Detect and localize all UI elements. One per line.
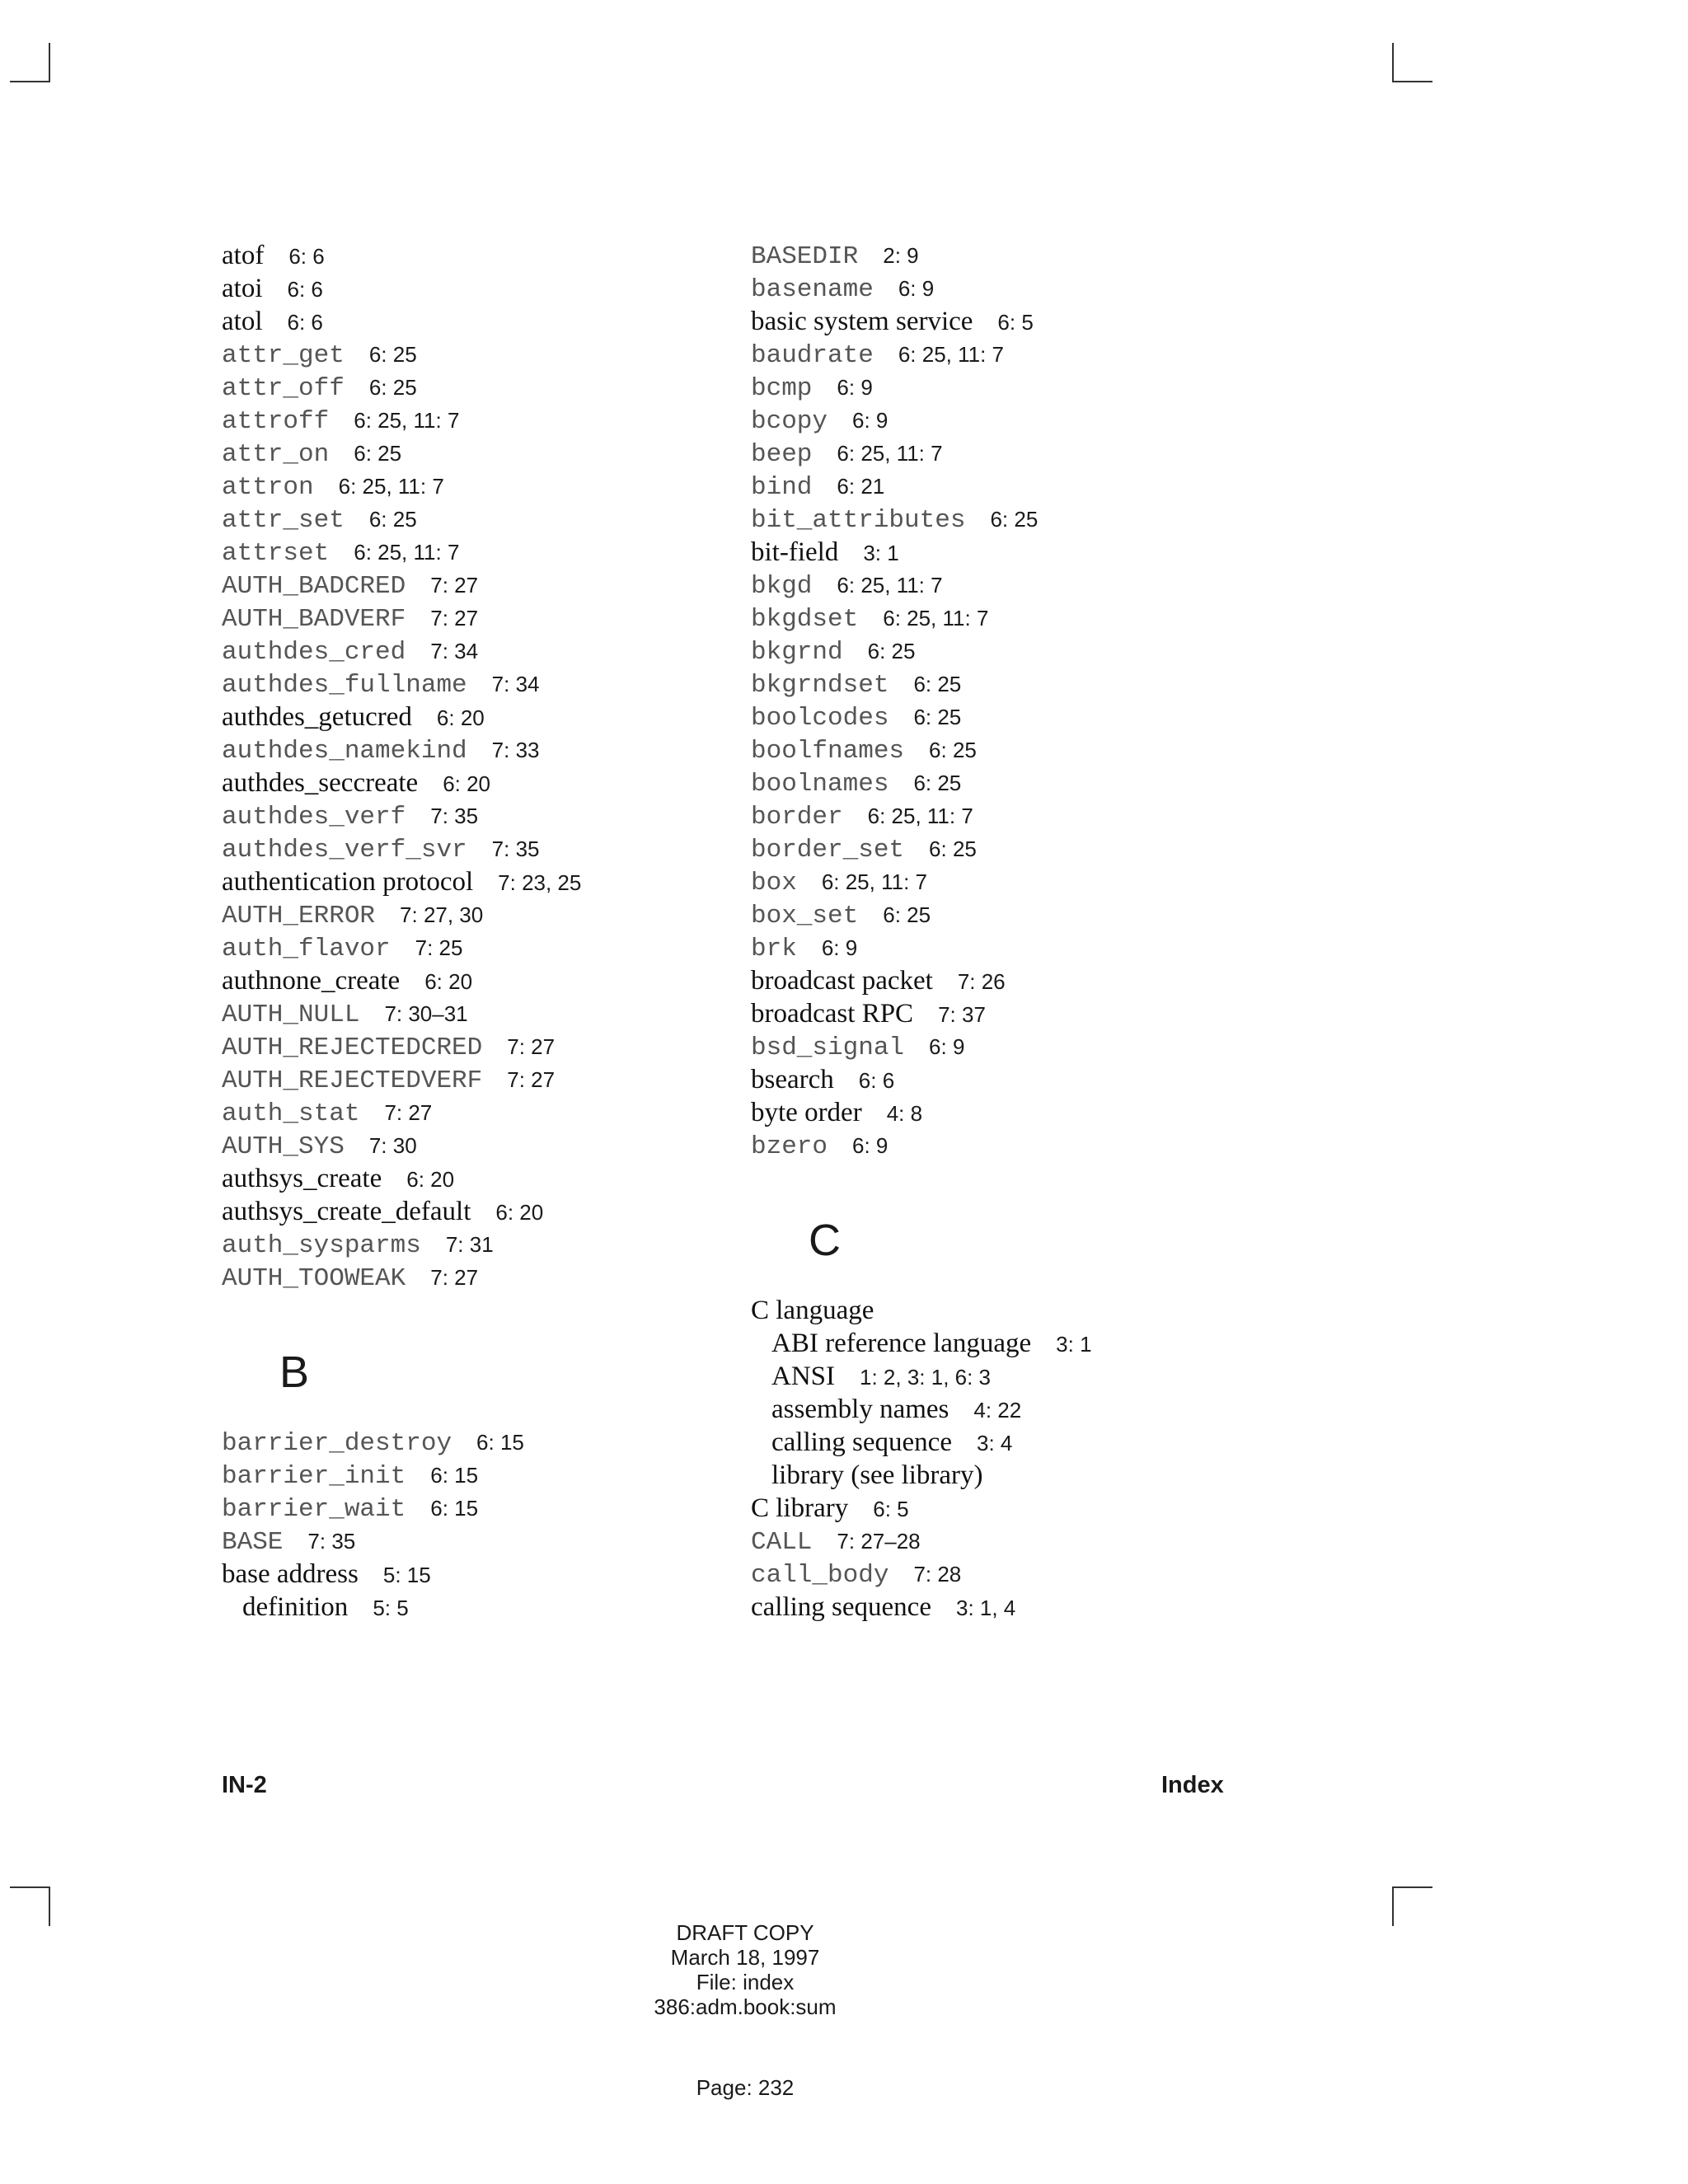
- index-term: BASEDIR: [751, 242, 859, 271]
- index-column-left: [222, 239, 733, 1624]
- draft-line-4: 386:adm.book:sum: [654, 1994, 837, 2019]
- page-reference: 6: 9: [837, 375, 873, 400]
- index-term: atof: [222, 241, 265, 270]
- index-term: authdes_namekind: [222, 737, 467, 766]
- index-term: base address: [222, 1559, 359, 1589]
- page-reference: 7: 31: [445, 1232, 494, 1257]
- page-reference: 6: 20: [443, 771, 491, 796]
- index-term: byte order: [751, 1098, 862, 1127]
- page-reference: 6: 20: [495, 1200, 544, 1225]
- page-reference: 6: 15: [430, 1463, 479, 1488]
- index-entry: [751, 931, 1377, 964]
- index-entry: [751, 536, 1377, 569]
- page-id: IN-2: [222, 1772, 267, 1798]
- index-entry: [751, 832, 1377, 865]
- crop-mark-top-left-h: [10, 81, 50, 82]
- index-term: attr_on: [222, 440, 330, 469]
- index-term: authdes_getucred: [222, 702, 412, 732]
- page-reference: 6: 25, 11: 7: [354, 540, 460, 565]
- index-entry: [751, 404, 1377, 437]
- draft-line-2: March 18, 1997: [670, 1945, 820, 1970]
- index-entry: [751, 371, 1377, 404]
- index-entry: [751, 1063, 1377, 1096]
- index-term: authdes_verf_svr: [222, 836, 467, 865]
- index-entry: [222, 997, 733, 1030]
- index-entry: [751, 997, 1377, 1030]
- index-entry: [222, 1591, 733, 1624]
- index-entry: [222, 733, 733, 766]
- index-entry: [222, 1492, 733, 1525]
- section-name: Index: [1161, 1772, 1224, 1798]
- section-letter-b: B: [279, 1347, 310, 1397]
- index-term: AUTH_BADVERF: [222, 605, 406, 634]
- index-term: authnone_create: [222, 966, 401, 996]
- index-entry: [751, 1426, 1377, 1459]
- index-entry: [751, 1492, 1377, 1525]
- section-letter-c: C: [809, 1216, 841, 1265]
- page-reference: 6: 25: [883, 902, 931, 927]
- index-term: atol: [222, 307, 263, 336]
- page-reference: 6: 25, 11: 7: [837, 441, 943, 466]
- index-entry: [222, 404, 733, 437]
- index-entry: [751, 1591, 1377, 1624]
- index-term: C library: [751, 1493, 849, 1523]
- index-term: assembly names: [771, 1394, 950, 1424]
- draft-line-3: File: index: [696, 1970, 795, 1994]
- page-reference: 6: 5: [997, 310, 1034, 335]
- index-term: auth_flavor: [222, 935, 391, 963]
- index-term: box: [751, 869, 797, 898]
- page-reference: 7: 27: [507, 1067, 556, 1092]
- index-term: library (see library): [771, 1460, 983, 1490]
- index-term: attrset: [222, 539, 330, 568]
- page-reference: 6: 25, 11: 7: [883, 606, 989, 630]
- index-entry: [222, 1459, 733, 1492]
- index-term: AUTH_ERROR: [222, 902, 376, 930]
- page-reference: 6: 20: [436, 705, 485, 730]
- index-entry: [751, 1393, 1377, 1426]
- draft-notice: [580, 1920, 910, 2019]
- page-reference: 6: 25: [990, 507, 1039, 532]
- index-term: basic system service: [751, 307, 973, 336]
- index-term: attroff: [222, 407, 330, 436]
- index-entry: [222, 1162, 733, 1195]
- page-reference: 6: 21: [837, 474, 885, 499]
- index-column-right: [751, 239, 1377, 1624]
- crop-mark-top-left-v: [49, 43, 50, 82]
- index-entry: [222, 1228, 733, 1261]
- index-entry: [751, 766, 1377, 799]
- index-term: bkgdset: [751, 605, 859, 634]
- index-term: authdes_fullname: [222, 671, 467, 700]
- index-term: calling sequence: [771, 1427, 952, 1457]
- index-entry: [751, 733, 1377, 766]
- crop-mark-top-right-h: [1392, 81, 1432, 82]
- index-entry: [222, 1096, 733, 1129]
- page-number: Page: 232: [696, 2075, 795, 2100]
- index-entry: [222, 371, 733, 404]
- page-reference: 4: 8: [886, 1101, 923, 1126]
- page-reference: 3: 4: [976, 1431, 1013, 1455]
- index-term: baudrate: [751, 341, 874, 370]
- page-reference: 6: 25, 11: 7: [898, 342, 1004, 367]
- page-reference: 6: 6: [288, 244, 325, 269]
- index-term: bsd_signal: [751, 1033, 905, 1062]
- index-entry: [751, 1096, 1377, 1129]
- index-entry: [751, 1525, 1377, 1558]
- index-term: bzero: [751, 1132, 828, 1161]
- page-reference: 6: 9: [929, 1034, 965, 1059]
- index-term: BASE: [222, 1528, 284, 1557]
- page-reference: 7: 27, 30: [400, 902, 484, 927]
- page-reference: 6: 25: [929, 837, 977, 861]
- page-reference: 6: 25, 11: 7: [837, 573, 943, 598]
- page-reference: 7: 34: [491, 672, 540, 696]
- index-term: attr_get: [222, 341, 345, 370]
- index-term: brk: [751, 935, 797, 963]
- index-term: bcopy: [751, 407, 828, 436]
- page-reference: 3: 1, 4: [955, 1596, 1016, 1620]
- page-reference: 7: 37: [938, 1002, 986, 1027]
- index-entry: [751, 865, 1377, 898]
- page-reference: 6: 20: [406, 1167, 455, 1192]
- index-term: bind: [751, 473, 813, 502]
- index-entry: [751, 701, 1377, 733]
- index-term: authsys_create: [222, 1164, 382, 1193]
- index-term: barrier_init: [222, 1462, 406, 1491]
- page-reference: 6: 15: [430, 1496, 479, 1521]
- index-term: AUTH_REJECTEDVERF: [222, 1066, 483, 1095]
- index-entry: [222, 865, 733, 898]
- index-term: barrier_wait: [222, 1495, 406, 1524]
- index-entry: [751, 1294, 1377, 1327]
- index-entry: [751, 305, 1377, 338]
- index-term: auth_stat: [222, 1099, 360, 1128]
- index-entry: [222, 931, 733, 964]
- page-reference: 3: 1: [863, 541, 899, 565]
- crop-mark-bottom-left-h: [10, 1886, 50, 1888]
- index-entry: [751, 503, 1377, 536]
- index-term: AUTH_REJECTEDCRED: [222, 1033, 483, 1062]
- crop-mark-bottom-left-v: [49, 1886, 50, 1926]
- page-reference: 7: 30–31: [384, 1001, 468, 1026]
- index-entry: [751, 239, 1377, 272]
- index-entry: [222, 470, 733, 503]
- index-term: calling sequence: [751, 1592, 931, 1622]
- index-entry: [751, 437, 1377, 470]
- index-term: broadcast packet: [751, 966, 933, 996]
- index-entry: [222, 1030, 733, 1063]
- page-reference: 6: 25: [368, 507, 417, 532]
- index-entry: [222, 1426, 733, 1459]
- page-reference: 7: 27: [430, 606, 479, 630]
- index-entry: [222, 1525, 733, 1558]
- page-reference: 6: 6: [287, 310, 323, 335]
- index-term: boolcodes: [751, 704, 889, 733]
- index-term: authentication protocol: [222, 867, 474, 897]
- index-term: AUTH_NULL: [222, 1001, 360, 1029]
- page-reference: 7: 27–28: [837, 1529, 921, 1554]
- index-term: atoi: [222, 274, 263, 303]
- index-entry: [222, 338, 733, 371]
- index-entry: [222, 272, 733, 305]
- index-entry: [751, 338, 1377, 371]
- index-term: authsys_create_default: [222, 1197, 471, 1226]
- index-term: definition: [242, 1592, 349, 1622]
- index-term: attr_set: [222, 506, 345, 535]
- page-reference: 6: 20: [424, 969, 473, 994]
- index-entry: [751, 272, 1377, 305]
- index-term: beep: [751, 440, 813, 469]
- page-reference: 6: 25: [913, 771, 962, 795]
- index-entry: [222, 1063, 733, 1096]
- page-reference: 6: 25, 11: 7: [821, 869, 927, 894]
- index-entry: [751, 964, 1377, 997]
- index-entry: [222, 832, 733, 865]
- index-entries-a: [222, 239, 733, 1294]
- index-term: border: [751, 803, 843, 832]
- page-reference: 6: 9: [852, 408, 889, 433]
- index-term: bkgrnd: [751, 638, 843, 667]
- index-entry: [751, 1459, 1377, 1492]
- index-term: bkgd: [751, 572, 813, 601]
- page-reference: 6: 9: [852, 1133, 889, 1158]
- index-term: authdes_seccreate: [222, 768, 419, 798]
- index-entry: [222, 799, 733, 832]
- index-term: border_set: [751, 836, 905, 865]
- draft-line-1: DRAFT COPY: [676, 1920, 814, 1945]
- page-reference: 7: 33: [491, 738, 540, 762]
- index-entry: [751, 470, 1377, 503]
- index-entry: [222, 1558, 733, 1591]
- index-entry: [222, 305, 733, 338]
- index-term: box_set: [751, 902, 859, 930]
- index-entry: [222, 964, 733, 997]
- page-reference: 7: 28: [913, 1562, 962, 1586]
- index-term: broadcast RPC: [751, 999, 914, 1029]
- index-entry: [222, 437, 733, 470]
- index-entry: [222, 1129, 733, 1162]
- crop-mark-bottom-right-v: [1392, 1886, 1394, 1926]
- page-reference: 6: 25: [913, 705, 962, 729]
- page-reference: 7: 26: [957, 969, 1006, 994]
- index-entry: [751, 1360, 1377, 1393]
- index-term: attron: [222, 473, 314, 502]
- index-entry: [222, 766, 733, 799]
- page-reference: 6: 15: [476, 1430, 524, 1455]
- page-reference: 7: 34: [430, 639, 479, 663]
- index-entry: [222, 1261, 733, 1294]
- page-reference: 6: 9: [821, 935, 858, 960]
- index-term: ABI reference language: [771, 1329, 1032, 1358]
- page-reference: 5: 15: [382, 1563, 431, 1587]
- page-reference: 6: 25: [354, 441, 402, 466]
- index-entry: [222, 898, 733, 931]
- index-entry: [751, 799, 1377, 832]
- index-entry: [222, 503, 733, 536]
- index-term: authdes_verf: [222, 803, 406, 832]
- page-reference: 6: 25: [929, 738, 977, 762]
- crop-mark-top-right-v: [1392, 43, 1394, 82]
- index-term: ANSI: [771, 1361, 836, 1391]
- index-entry: [222, 239, 733, 272]
- page-reference: 6: 25: [368, 342, 417, 367]
- index-term: AUTH_SYS: [222, 1132, 345, 1161]
- index-entry: [751, 1558, 1377, 1591]
- page-reference: 7: 23, 25: [498, 870, 582, 895]
- index-entries-b: [222, 1426, 733, 1624]
- index-entry: [751, 668, 1377, 701]
- index-entry: [751, 898, 1377, 931]
- index-entry: [222, 1195, 733, 1228]
- index-entry: [751, 602, 1377, 635]
- page-reference: 6: 5: [873, 1497, 909, 1521]
- index-term: AUTH_BADCRED: [222, 572, 406, 601]
- index-entry: [751, 1030, 1377, 1063]
- index-term: call_body: [751, 1561, 889, 1590]
- index-entry: [751, 1327, 1377, 1360]
- index-term: barrier_destroy: [222, 1429, 452, 1458]
- index-term: boolfnames: [751, 737, 905, 766]
- page-reference: 7: 30: [368, 1133, 417, 1158]
- page-reference: 6: 6: [287, 277, 323, 302]
- index-term: bsearch: [751, 1065, 834, 1094]
- page-reference: 6: 25: [368, 375, 417, 400]
- index-term: CALL: [751, 1528, 813, 1557]
- page-reference: 6: 25, 11: 7: [354, 408, 460, 433]
- page-reference: 7: 27: [430, 1265, 479, 1290]
- page-reference: 7: 25: [415, 935, 463, 960]
- index-entry: [222, 635, 733, 668]
- index-term: attr_off: [222, 374, 345, 403]
- index-term: basename: [751, 275, 874, 304]
- index-term: C language: [751, 1296, 874, 1325]
- index-term: authdes_cred: [222, 638, 406, 667]
- index-entry: [751, 1129, 1377, 1162]
- index-term: bkgrndset: [751, 671, 889, 700]
- index-entry: [222, 701, 733, 733]
- page-reference: 6: 25: [867, 639, 916, 663]
- page-reference: 3: 1: [1056, 1332, 1092, 1357]
- page-reference: 4: 22: [973, 1398, 1022, 1422]
- index-entries-c: [751, 1294, 1377, 1624]
- page-reference: 6: 25: [913, 672, 962, 696]
- page-reference: 6: 25, 11: 7: [867, 804, 973, 828]
- index-entry: [751, 569, 1377, 602]
- page-reference: 1: 2, 3: 1, 6: 3: [860, 1365, 992, 1390]
- index-term: bcmp: [751, 374, 813, 403]
- page-reference: 5: 5: [373, 1596, 409, 1620]
- index-term: bit-field: [751, 537, 839, 567]
- index-term: auth_sysparms: [222, 1231, 421, 1260]
- index-term: bit_attributes: [751, 506, 966, 535]
- page-reference: 7: 35: [430, 804, 479, 828]
- index-entry: [222, 536, 733, 569]
- index-entry: [222, 569, 733, 602]
- page-reference: 7: 27: [384, 1100, 433, 1125]
- page-reference: 6: 25, 11: 7: [338, 474, 444, 499]
- page-reference: 7: 27: [430, 573, 479, 598]
- index-entries-b-continued: [751, 239, 1377, 1162]
- index-term: AUTH_TOOWEAK: [222, 1264, 406, 1293]
- page-reference: 2: 9: [883, 243, 919, 268]
- index-entry: [222, 668, 733, 701]
- page-reference: 6: 9: [898, 276, 935, 301]
- page-reference: 7: 27: [507, 1034, 556, 1059]
- index-term: boolnames: [751, 770, 889, 799]
- index-entry: [222, 602, 733, 635]
- index-entry: [751, 635, 1377, 668]
- page-reference: 7: 35: [307, 1529, 356, 1554]
- crop-mark-bottom-right-h: [1392, 1886, 1432, 1888]
- page-reference: 6: 6: [858, 1068, 895, 1093]
- page-reference: 7: 35: [491, 837, 540, 861]
